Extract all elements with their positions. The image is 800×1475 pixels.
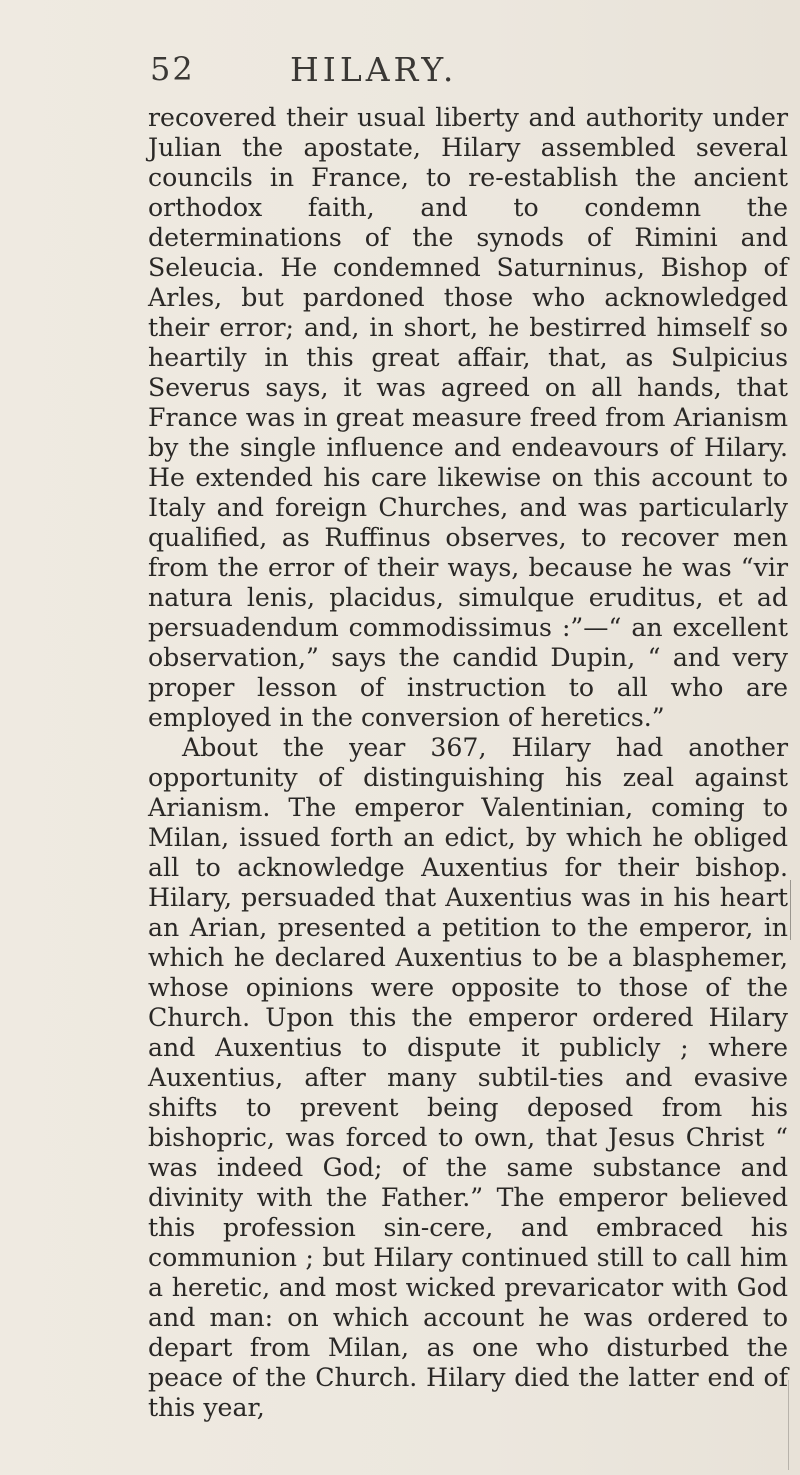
paragraph-2: About the year 367, Hilary had another opportunity of distinguishing his zeal against Arianism. The emperor Valentinian, coming to Milan, issued forth an edict, by which he obliged all to acknowledge Auxentius for their bishop. Hilary, persuaded that Auxentius was in his heart an Arian, presented a petition to the emperor, in which he declared Auxentius to be a blasphemer, whose opinions were opposite to those of the Church. Upon this the emperor ordered Hilary and Auxentius to dispute it publicly ; where Auxentius, after many subtil-ties and evasive shifts to prevent being deposed from his bishopric, was forced to own, that Jesus Christ “ was indeed God; of the same substance and divinity with the Father.” The emperor believed this profession sin-cere, and embraced his communion ; but Hilary continued still to call him a heretic, and most wicked prevaricator with God and man: on which account he was ordered to depart from Milan, as one who disturbed the peace of the Church. Hilary died the latter end of this year, bbox=[148, 733, 788, 1422]
paragraph-1: recovered their usual liberty and authority under Julian the apostate, Hilary assembled several councils in France, to re-establish the ancient orthodox faith, and to condemn the determinations of the synods of Rimini and Seleucia. He condemned Saturninus, Bishop of Arles, but pardoned those who acknowledged their error; and, in short, he bestirred himself so heartily in this great affair, that, as Sulpicius Severus says, it was agreed on all hands, that France was in great measure freed from Arianism by the single influence and endeavours of Hilary. He extended his care likewise on this account to Italy and foreign Churches, and was particularly qualified, as Ruffinus observes, to recover men from the error of their ways, because he was “vir natura lenis, placidus, simulque eruditus, et ad persuadendum commodissimus :”—“ an excellent observation,” says the candid Dupin, “ and very proper lesson of instruction to all who are employed in the conversion of heretics.” bbox=[148, 103, 788, 732]
body-text bbox=[148, 103, 788, 1423]
page-number: 52 bbox=[150, 50, 195, 88]
running-title: HILARY. bbox=[290, 50, 458, 89]
margin-mark bbox=[790, 880, 791, 940]
page-header bbox=[0, 50, 800, 90]
page-edge-mark bbox=[788, 1380, 789, 1470]
